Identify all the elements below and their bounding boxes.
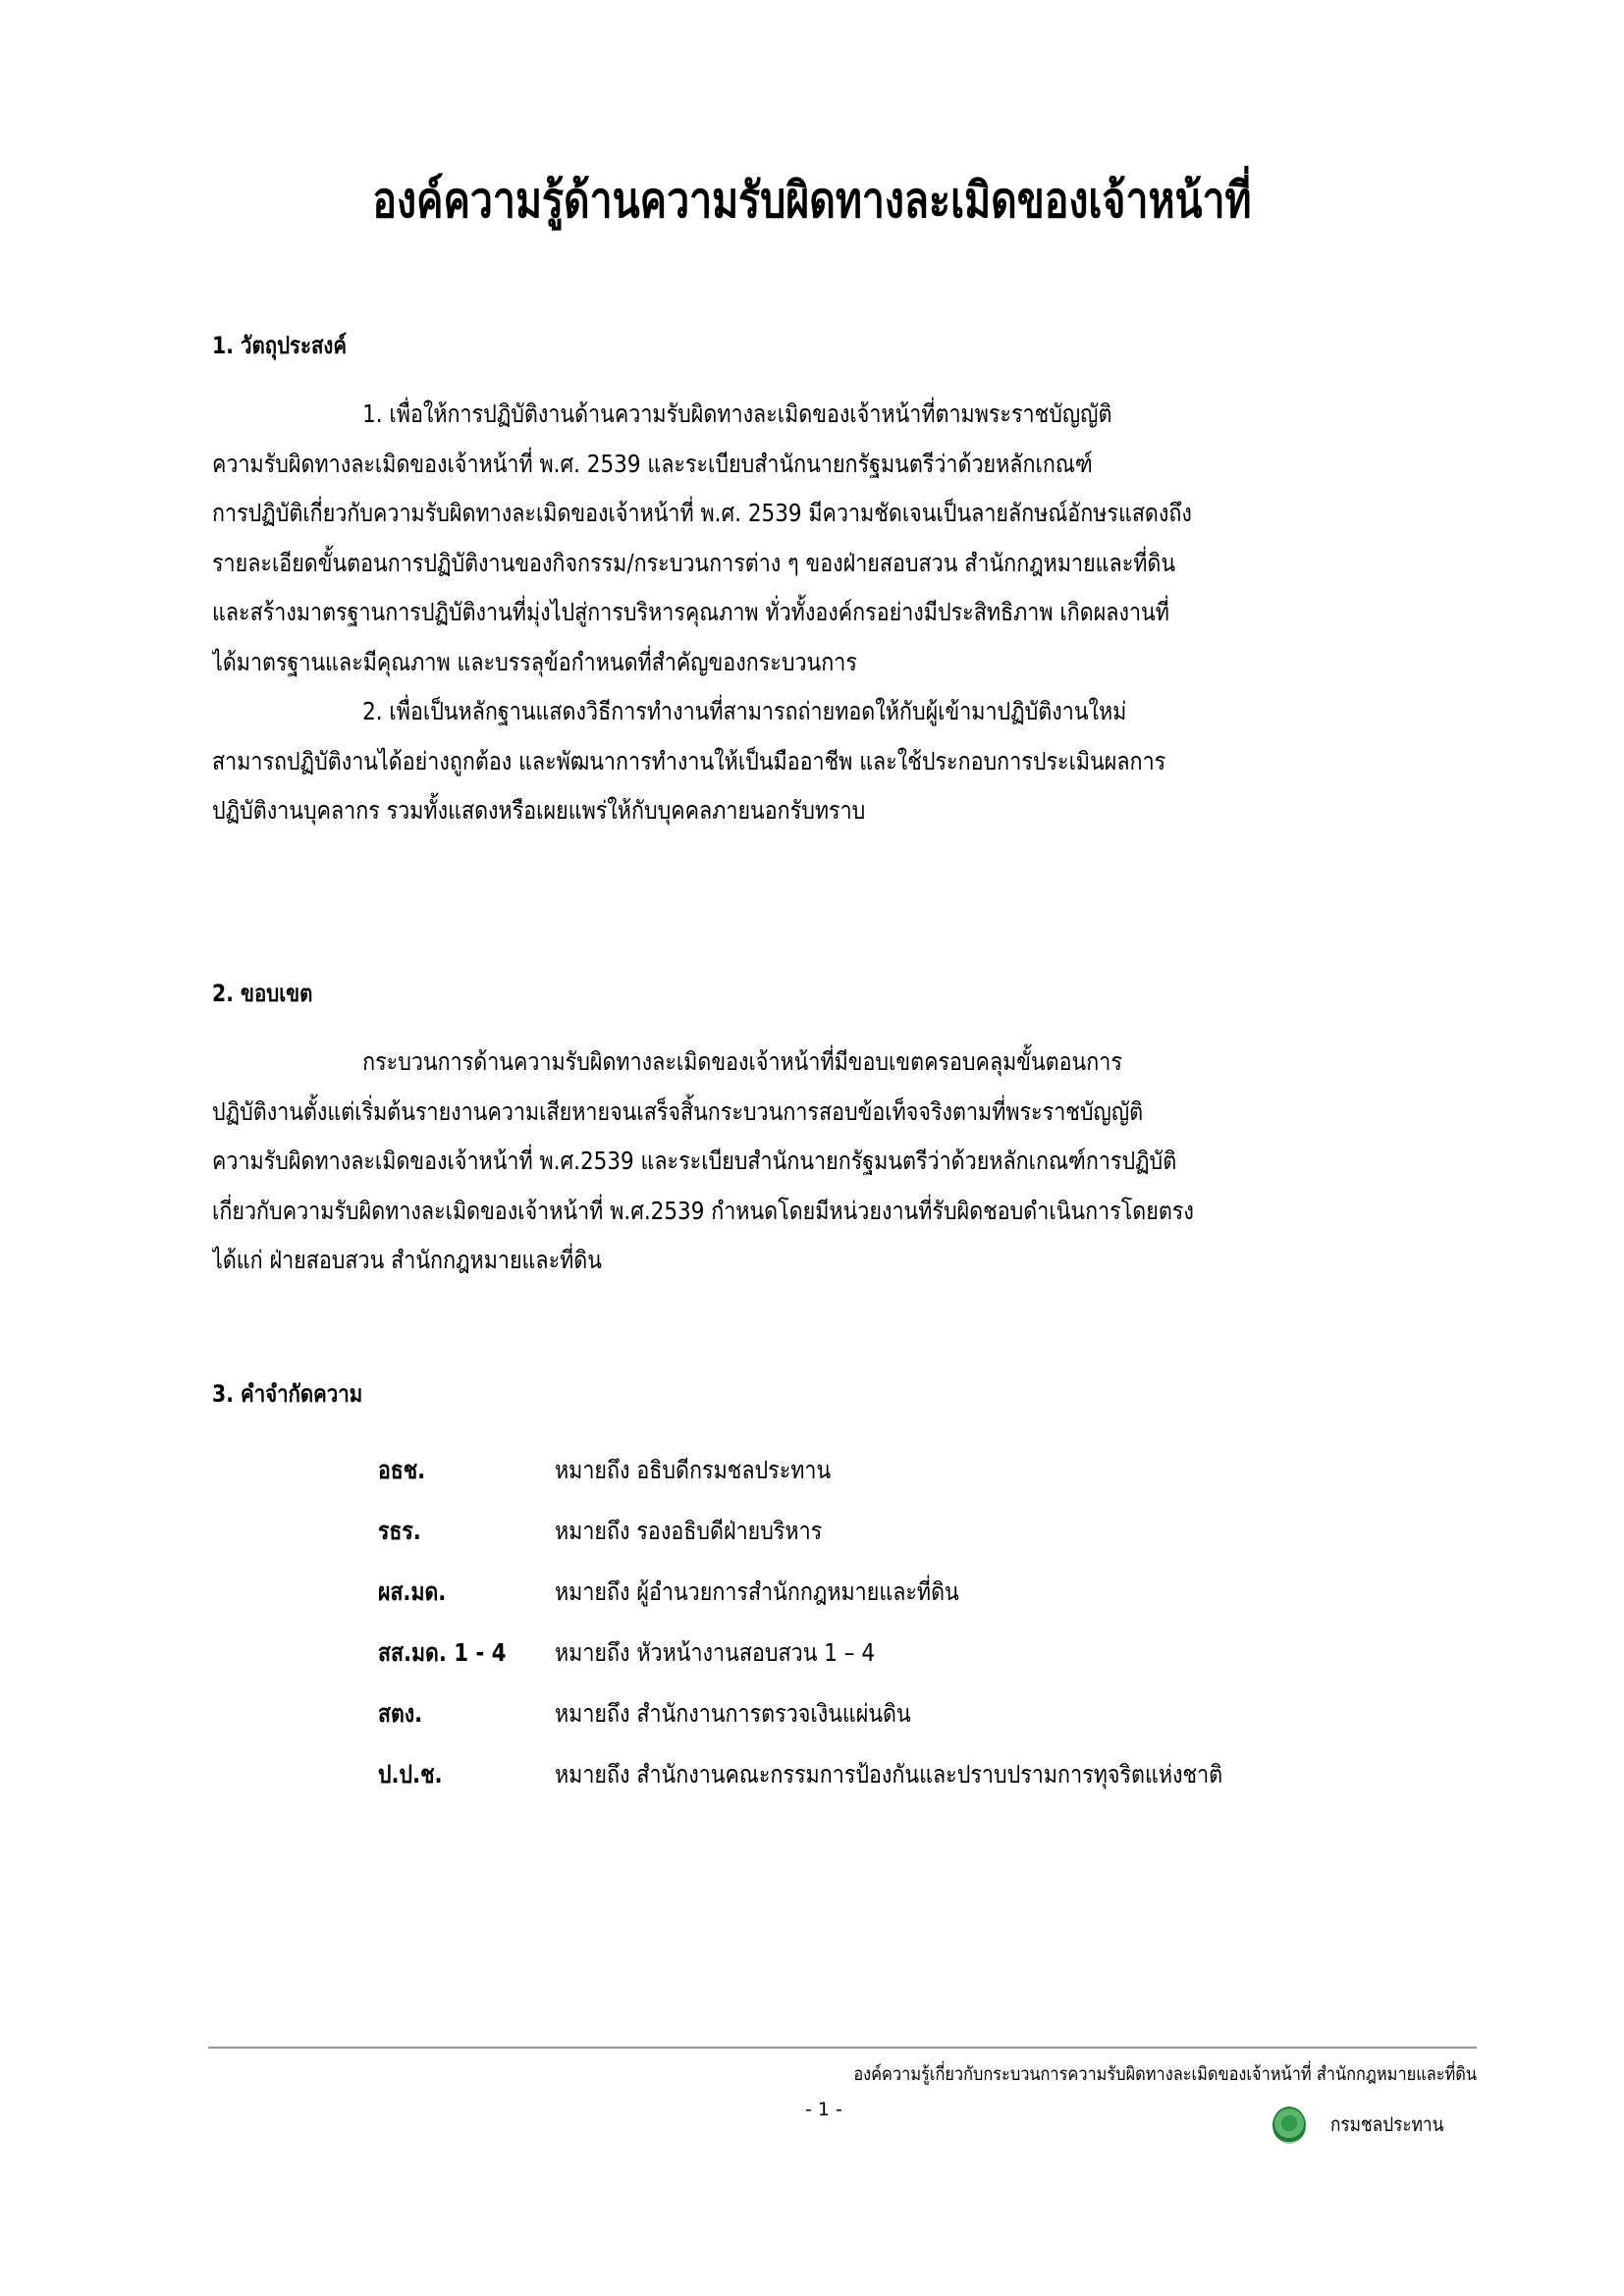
definition-abbreviation: ผส.มด.	[378, 1577, 447, 1606]
definition-abbreviation: สตง.	[378, 1699, 423, 1728]
definition-abbreviation: สส.มด. 1 - 4	[378, 1638, 507, 1667]
organization-name: กรมชลประทาน	[1330, 2112, 1444, 2136]
definition-abbreviation: อธช.	[378, 1456, 426, 1484]
definition-meaning: หมายถึง อธิบดีกรมชลประทาน	[555, 1456, 832, 1484]
text-line: 2. เพื่อเป็นหลักฐานแสดงวิธีการทำงานที่สามารถถ่ายทอดให้กับผู้เข้ามาปฏิบัติงานใหม่	[362, 697, 1127, 725]
department-seal-icon	[1272, 2107, 1306, 2144]
definition-meaning: หมายถึง ผู้อำนวยการสำนักกฎหมายและที่ดิน	[555, 1577, 959, 1606]
text-line: สามารถปฏิบัติงานได้อย่างถูกต้อง และพัฒนาการทำงานให้เป็นมืออาชีพ และใช้ประกอบการประเมินผลการ	[212, 746, 1166, 775]
definition-meaning: หมายถึง สำนักงานการตรวจเงินแผ่นดิน	[555, 1699, 911, 1728]
definition-meaning: หมายถึง รองอธิบดีฝ่ายบริหาร	[555, 1517, 823, 1545]
section-heading-scope: 2. ขอบเขต	[212, 980, 313, 1007]
text-line: และสร้างมาตรฐานการปฏิบัติงานที่มุ่งไปสู่การบริหารคุณภาพ ทั่วทั้งองค์กรอย่างมีประสิทธิภาพ เกิดผลงานที่	[212, 598, 1169, 626]
definition-abbreviation: ป.ป.ช.	[378, 1760, 443, 1789]
text-line: การปฏิบัติเกี่ยวกับความรับผิดทางละเมิดของเจ้าหน้าที่ พ.ศ. 2539 มีความชัดเจนเป็นลายลักษณ์อักษรแสดงถึง	[212, 499, 1192, 527]
paragraph-scope	[212, 1038, 1477, 1286]
text-line: ความรับผิดทางละเมิดของเจ้าหน้าที่ พ.ศ. 2539 และระเบียบสำนักนายกรัฐมนตรีว่าด้วยหลักเกณฑ์	[212, 449, 1093, 478]
footer-divider	[208, 2046, 1477, 2049]
section-heading-definitions: 3. คำจำกัดความ	[212, 1380, 363, 1408]
page-number: - 1 -	[805, 2099, 842, 2120]
section-heading-objectives: 1. วัตถุประสงค์	[212, 332, 348, 359]
document-title: องค์ความรู้ด้านความรับผิดทางละเมิดของเจ้าหน้าที่	[372, 172, 1252, 229]
definition-meaning: หมายถึง สำนักงานคณะกรรมการป้องกันและปราบปรามการทุจริตแห่งชาติ	[555, 1760, 1223, 1789]
text-line: รายละเอียดขั้นตอนการปฏิบัติงานของกิจกรรม/กระบวนการต่าง ๆ ของฝ่ายสอบสวน สำนักกฎหมายและที่ดิน	[212, 548, 1176, 577]
text-line: ปฏิบัติงานตั้งแต่เริ่มต้นรายงานความเสียหายจนเสร็จสิ้นกระบวนการสอบข้อเท็จจริงตามที่พระราชบัญญัติ	[212, 1096, 1144, 1126]
text-line: 1. เพื่อให้การปฏิบัติงานด้านความรับผิดทางละเมิดของเจ้าหน้าที่ตามพระราชบัญญัติ	[362, 400, 1112, 428]
text-line: ได้แก่ ฝ่ายสอบสวน สำนักกฎหมายและที่ดิน	[212, 1246, 602, 1274]
definition-abbreviation: รธร.	[378, 1517, 421, 1545]
paragraph-objective-1	[212, 390, 1477, 687]
text-line: ปฏิบัติงานบุคลากร รวมทั้งแสดงหรือเผยแพร่ให้กับบุคคลภายนอกรับทราบ	[212, 796, 866, 825]
text-line: เกี่ยวกับความรับผิดทางละเมิดของเจ้าหน้าที่ พ.ศ.2539 กำหนดโดยมีหน่วยงานที่รับผิดชอบดำเนินการโดยตรง	[212, 1196, 1194, 1225]
definition-meaning: หมายถึง หัวหน้างานสอบสวน 1 – 4	[555, 1638, 876, 1667]
text-line: ได้มาตรฐานและมีคุณภาพ และบรรลุข้อกำหนดที่สำคัญของกระบวนการ	[212, 647, 857, 676]
footer-caption: องค์ความรู้เกี่ยวกับกระบวนการความรับผิดทางละเมิดของเจ้าหน้าที่ สำนักกฎหมายและที่ดิน	[853, 2063, 1477, 2085]
paragraph-objective-2	[212, 687, 1477, 836]
text-line: ความรับผิดทางละเมิดของเจ้าหน้าที่ พ.ศ.2539 และระเบียบสำนักนายกรัฐมนตรีว่าด้วยหลักเกณฑ์การปฏิบัติ	[212, 1147, 1177, 1175]
text-line: กระบวนการด้านความรับผิดทางละเมิดของเจ้าหน้าที่มีขอบเขตครอบคลุมขั้นตอนการ	[362, 1047, 1122, 1076]
